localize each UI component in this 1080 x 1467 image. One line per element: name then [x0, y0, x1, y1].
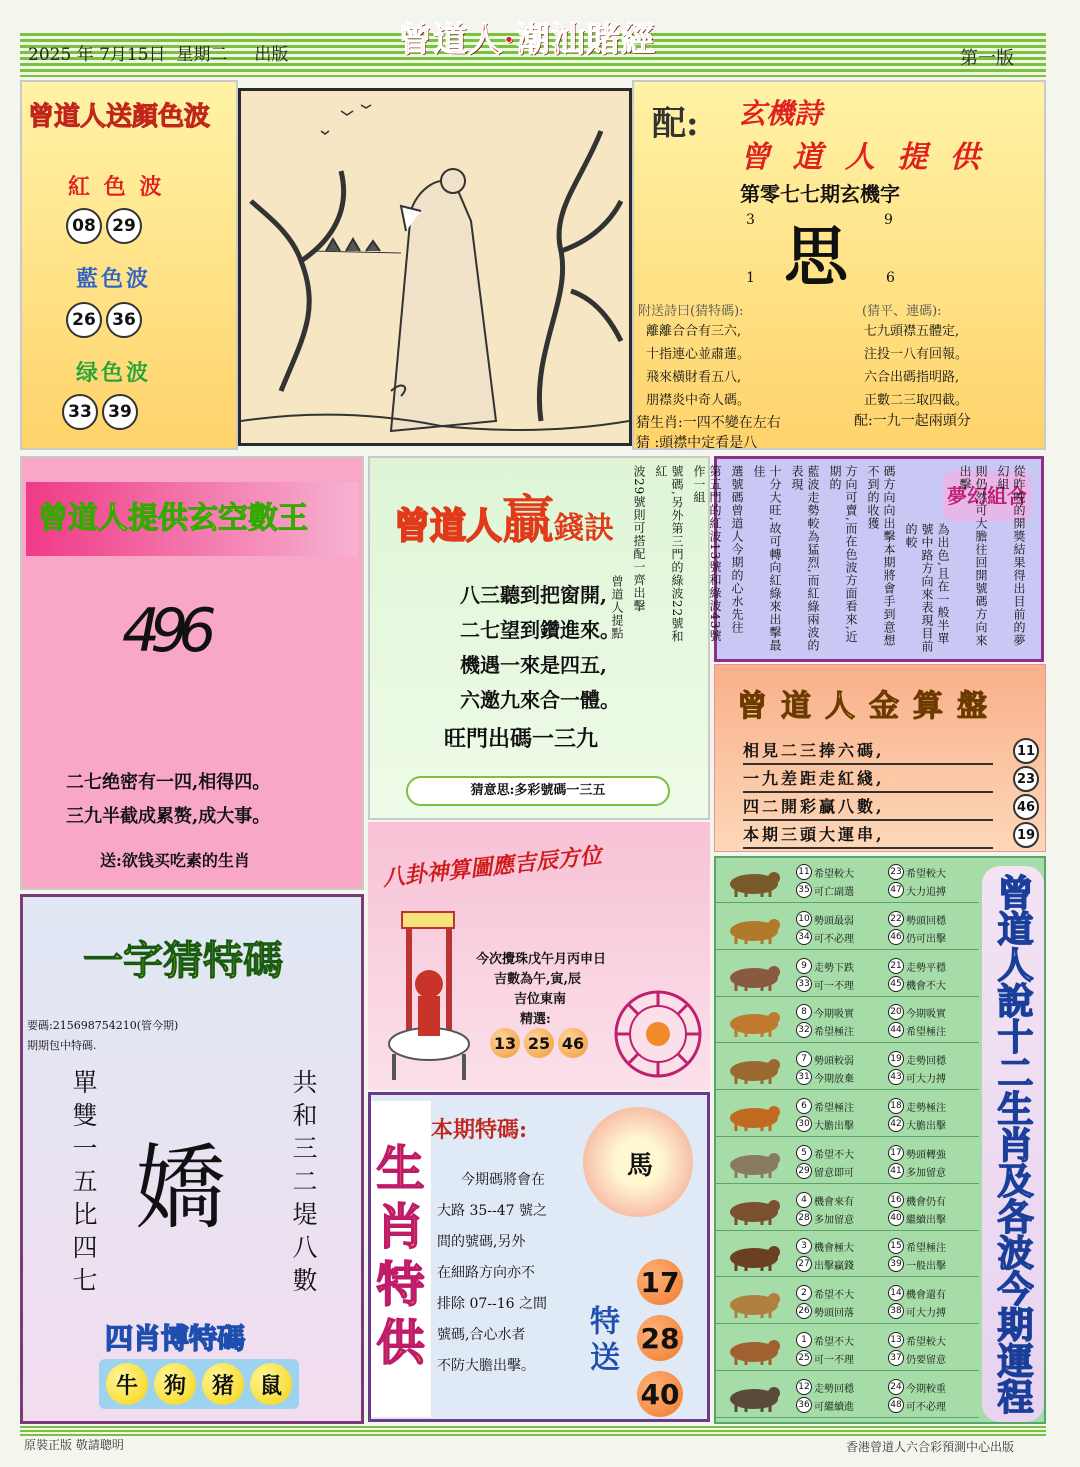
zodiac-animal-icon	[722, 913, 786, 945]
zodiac-fortune: 機會還有	[906, 1290, 946, 1302]
dream-col: 藍波走勢較為猛烈,而紅綠兩波的表現	[790, 465, 820, 652]
zodiac-number: 30	[796, 1116, 812, 1132]
win-title-b: 贏	[502, 490, 555, 551]
zodiac-row	[716, 1047, 979, 1090]
zodiac-fortune: 走勢下跌	[814, 962, 854, 974]
one-char-phone: 要碼:215698754210(管今期)	[27, 1019, 179, 1032]
zodiac-fortune: 機會來有	[814, 1196, 854, 1208]
twelve-zodiac-side: 曾道人說十二生肖及各波今期運程	[982, 866, 1044, 1422]
zodiac-fortune: 希望極注	[814, 1027, 854, 1039]
green-wave-numbers	[62, 394, 142, 430]
zodiac-fortune: 繼續出擊	[906, 1214, 946, 1226]
special-line: 排除 07--16 之間	[437, 1296, 547, 1312]
poem-right-line: 正數二三取四截。	[864, 393, 969, 408]
xuan-kong-line-1: 二七绝密有一四,相得四。	[66, 772, 271, 793]
zodiac-fortune: 可大力搏	[906, 1308, 946, 1320]
zodiac-fortune: 今期吸實	[814, 1009, 854, 1021]
four-zodiac-list	[99, 1359, 299, 1409]
zodiac-number: 2	[796, 1285, 812, 1301]
win-line: 八三聽到把窗開,	[460, 583, 607, 607]
zodiac-row	[716, 1000, 979, 1043]
xuan-kong-panel	[20, 456, 364, 890]
zodiac-number: 38	[888, 1303, 904, 1319]
zodiac-fortune: 機會不大	[906, 980, 946, 992]
one-char-left-column: 單雙一五比四七	[69, 1069, 98, 1300]
dream-col: 第五門的紅波13號和綠波43號作一組	[692, 465, 722, 643]
zodiac-pig: 猪	[202, 1363, 244, 1405]
poem-right-line: 注投一八有回報。	[864, 347, 969, 362]
zodiac-number: 22	[888, 911, 904, 927]
special-line: 大路 35--47 號之	[437, 1203, 547, 1219]
dream-col: 為出色,且在一般半單號中路方向來表現目前的較	[904, 523, 950, 653]
special-send: 特送	[584, 1305, 619, 1377]
footer-right: 香港曾道人六合彩預測中心出版	[846, 1440, 1015, 1454]
zodiac-fortune: 仍可出擊	[906, 933, 946, 945]
zodiac-fortune: 可大力搏	[906, 1074, 946, 1086]
win-guess-box: 猜意思:多彩號碼一三五	[406, 776, 670, 806]
bagua-ball: 13	[490, 1028, 520, 1058]
zodiac-number: 42	[888, 1116, 904, 1132]
zodiac-fortune: 走勢回穩	[906, 1056, 946, 1068]
zodiac-number: 7	[796, 1051, 812, 1067]
zodiac-number: 11	[796, 864, 812, 880]
special-numbers	[637, 1259, 683, 1417]
zodiac-number: 29	[796, 1163, 812, 1179]
dream-col: 則仍然可大膽往回開號碼方向來出擊	[958, 465, 988, 647]
xuan-kong-title: 曾道人提供玄空數王	[26, 482, 358, 556]
special-line: 在細路方向亦不	[437, 1265, 535, 1281]
zodiac-number: 10	[796, 911, 812, 927]
zodiac-number: 13	[888, 1332, 904, 1348]
zodiac-number: 3	[796, 1238, 812, 1254]
zodiac-fortune: 今期放棄	[814, 1074, 854, 1086]
poem-left-line: 飛來橫財看五八,	[646, 370, 742, 385]
blue-ball-2: 36	[106, 302, 142, 338]
horse-char: 馬	[627, 1151, 654, 1181]
zodiac-fortune: 可一不理	[814, 980, 854, 992]
golden-abacus-panel	[714, 664, 1046, 852]
zodiac-fortune: 走勢平穩	[906, 962, 946, 974]
zodiac-number: 15	[888, 1238, 904, 1254]
corner-num-bl: 1	[746, 270, 755, 286]
scholar-illustration	[238, 88, 632, 446]
abacus-text: 四二開彩贏八數,	[743, 793, 993, 821]
dream-combo-panel	[610, 456, 1044, 662]
dream-col: 波29號則可搭配一齊出擊	[632, 465, 646, 613]
zodiac-number: 14	[888, 1285, 904, 1301]
zodiac-fortune: 可不必理	[906, 1401, 946, 1413]
zodiac-animal-icon	[722, 1194, 786, 1226]
win-title-c: 錢訣	[554, 511, 615, 546]
abacus-line-4	[743, 821, 1039, 849]
handwritten-number: 496	[122, 596, 207, 666]
bagua-pick: 精選:	[520, 1012, 551, 1027]
xuan-kong-send: 送:欲钱买吃素的生肖	[100, 851, 250, 870]
issue-label: 第零七七期玄機字	[740, 182, 900, 206]
win-title-a: 曾道人	[394, 505, 503, 547]
zodiac-fortune: 今期較重	[906, 1383, 946, 1395]
zodiac-number: 5	[796, 1145, 812, 1161]
dream-combo-text	[609, 465, 1027, 655]
zodiac-rows	[716, 860, 980, 1422]
special-line: 號碼,合心水者	[437, 1327, 526, 1343]
zodiac-number: 12	[796, 1379, 812, 1395]
zodiac-number: 46	[888, 929, 904, 945]
zodiac-number: 34	[796, 929, 812, 945]
poem-right-lines	[864, 320, 968, 412]
zodiac-number: 16	[888, 1192, 904, 1208]
one-char-title: 一字猜特碼	[83, 937, 283, 984]
zodiac-fortune: 希望較大	[906, 869, 946, 880]
zodiac-number: 18	[888, 1098, 904, 1114]
zodiac-number: 6	[796, 1098, 812, 1114]
zodiac-dog: 狗	[154, 1363, 196, 1405]
zodiac-animal-icon	[722, 1240, 786, 1272]
zodiac-number: 36	[796, 1397, 812, 1413]
zodiac-number: 21	[888, 958, 904, 974]
bagua-line-3: 吉位東南	[514, 992, 567, 1007]
zodiac-fortune: 希望極注	[814, 1103, 854, 1114]
zodiac-animal-icon	[722, 1100, 786, 1132]
zodiac-number: 35	[796, 882, 812, 898]
zodiac-fortune: 可一不理	[814, 1355, 854, 1366]
bagua-line-1: 今次攪珠戊午月丙申日	[476, 952, 607, 967]
dream-col: 十分大旺,故可轉向紅綠來出擊最佳	[752, 465, 782, 652]
red-ball-1: 08	[66, 208, 102, 244]
win-formula-lines	[460, 578, 620, 718]
zodiac-animal-icon	[722, 1334, 786, 1366]
red-wave-label: 紅 色 波	[68, 174, 165, 200]
zodiac-fortune: 勢頭回穩	[906, 915, 946, 927]
zodiac-number: 26	[796, 1303, 812, 1319]
dream-combo-badge: 夢幻組合	[943, 471, 1031, 521]
zodiac-number: 37	[888, 1350, 904, 1366]
zodiac-special-text	[437, 1165, 547, 1382]
zodiac-fortune: 希望不大	[814, 1290, 854, 1302]
bagua-ball: 25	[524, 1028, 554, 1058]
blue-ball-1: 26	[66, 302, 102, 338]
dream-col: 選號碼曾道人今期的心水先往	[730, 465, 744, 634]
zodiac-animal-icon	[722, 1287, 786, 1319]
green-ball-2: 39	[102, 394, 138, 430]
blue-wave-label: 藍色波	[76, 266, 152, 292]
win-door-line: 旺門出碼一三九	[444, 726, 599, 752]
win-line: 六邀九來合一體。	[460, 688, 620, 712]
win-line: 二七望到鑽進來。	[460, 618, 620, 642]
special-line: 今期碼將會在	[461, 1172, 545, 1188]
zodiac-row	[716, 954, 979, 997]
zodiac-fortune: 希望較大	[906, 1337, 946, 1348]
abacus-text: 一九差距走紅綫,	[743, 765, 993, 793]
zodiac-fortune: 希望不大	[814, 1149, 854, 1161]
zodiac-fortune: 大膽出擊	[814, 1121, 854, 1132]
bagua-ball: 46	[558, 1028, 588, 1058]
zodiac-number: 1	[796, 1332, 812, 1348]
golden-abacus-title: 曾道人金算盤	[737, 689, 1001, 724]
special-line: 不防大膽出擊。	[437, 1358, 535, 1374]
zodiac-special-side: 生肖特供	[371, 1101, 431, 1417]
zodiac-row	[716, 1094, 979, 1137]
zodiac-fortune: 希望極注	[906, 1027, 946, 1039]
zodiac-row	[716, 1234, 979, 1277]
zodiac-number: 45	[888, 976, 904, 992]
zodiac-fortune: 希望極注	[906, 1243, 946, 1255]
zodiac-fortune: 可繼續進	[814, 1401, 854, 1413]
zodiac-fortune: 勢頭較弱	[814, 1056, 854, 1068]
zodiac-number: 28	[796, 1210, 812, 1226]
zodiac-fortune: 勢頭轉強	[906, 1149, 946, 1161]
abacus-line-3	[743, 793, 1039, 821]
abacus-line-2	[743, 765, 1039, 793]
footer-left: 原裝正版 敬請聰明	[24, 1438, 124, 1452]
zodiac-row	[716, 860, 979, 903]
zodiac-number: 31	[796, 1069, 812, 1085]
abacus-num: 23	[1013, 766, 1039, 792]
zodiac-number: 8	[796, 1004, 812, 1020]
win-formula-title	[394, 478, 614, 553]
zodiac-animal-icon	[722, 1147, 786, 1179]
zodiac-number: 23	[888, 864, 904, 880]
xuan-kong-line-2: 三九半截成累赘,成大事。	[66, 806, 271, 827]
one-char-panel	[20, 894, 364, 1424]
zodiac-fortune: 出擊贏錢	[814, 1261, 854, 1273]
green-wave-label: 绿色波	[76, 360, 152, 386]
zodiac-row	[716, 907, 979, 950]
dream-col: 從昨晚的開獎結果得出目前的夢幻組	[996, 465, 1026, 647]
zodiac-number: 41	[888, 1163, 904, 1179]
four-zodiac-title: 四肖博特碼	[105, 1322, 246, 1355]
zodiac-number: 9	[796, 958, 812, 974]
pei-line: 配:一九一起兩頭分	[854, 413, 971, 429]
zodiac-animal-icon	[722, 866, 786, 898]
zodiac-fortune: 勢頭回落	[814, 1308, 854, 1320]
zodiac-fortune: 大力追搏	[906, 887, 946, 898]
poem-right-line: 六合出碼指明路,	[864, 370, 960, 385]
scholar-drawing	[241, 91, 629, 443]
edition-label: 第一版	[960, 48, 1014, 69]
zodiac-fortune: 多加留意	[814, 1214, 854, 1226]
bagua-line-2: 吉數為午,寅,辰	[494, 972, 582, 987]
special-ball: 17	[637, 1259, 683, 1305]
zodiac-row	[716, 1188, 979, 1231]
zodiac-fortune: 多加留意	[906, 1167, 946, 1179]
zodiac-fortune: 機會仍有	[906, 1196, 946, 1208]
poem-left-caption: 附送詩曰(猜特碼):	[638, 304, 744, 319]
special-ball: 40	[637, 1371, 683, 1417]
mystic-poem-title: 玄機詩	[738, 97, 823, 130]
zodiac-fortune: 仍要留意	[906, 1355, 946, 1366]
zodiac-number: 4	[796, 1192, 812, 1208]
bagua-title: 八卦神算圖應吉辰方位	[381, 842, 603, 892]
bagua-wheel-icon	[612, 988, 704, 1080]
zodiac-ox: 牛	[106, 1363, 148, 1405]
blue-wave-numbers	[66, 302, 146, 338]
abacus-num: 19	[1013, 822, 1039, 848]
zodiac-number: 24	[888, 1379, 904, 1395]
zodiac-animal-icon	[722, 1053, 786, 1085]
zodiac-number: 19	[888, 1051, 904, 1067]
zodiac-special-panel	[368, 1092, 710, 1422]
one-char-sub: 期期包中特碼.	[27, 1039, 97, 1052]
poem-left-line: 十指連心並肅蓮。	[646, 347, 751, 362]
abacus-line-1	[743, 737, 1039, 765]
zodiac-number: 33	[796, 976, 812, 992]
green-ball-1: 33	[62, 394, 98, 430]
red-wave-numbers	[66, 208, 146, 244]
zodiac-fortune: 一般出擊	[906, 1261, 946, 1273]
zodiac-number: 17	[888, 1145, 904, 1161]
zodiac-fortune: 勢頭最弱	[814, 915, 854, 927]
poem-right-line: 七九頭襟五體定,	[864, 324, 960, 339]
corner-num-tl: 3	[746, 212, 755, 228]
zodiac-row	[716, 1141, 979, 1184]
one-char-right-column: 共和三二堤八數	[289, 1069, 318, 1300]
zodiac-fortune: 留意即可	[814, 1167, 854, 1179]
zodiac-fortune: 走勢極注	[906, 1103, 946, 1114]
zodiac-row	[716, 1328, 979, 1371]
mystic-big-char: 思	[784, 220, 848, 295]
abacus-text: 本期三頭大運串,	[743, 821, 993, 849]
zodiac-fortune: 今期吸實	[906, 1009, 946, 1021]
zodiac-row	[716, 1281, 979, 1324]
guess-zodiac-line: 猜生肖:一四不變在左右	[636, 415, 781, 431]
twelve-zodiac-panel	[714, 856, 1046, 1424]
zodiac-rat: 鼠	[250, 1363, 292, 1405]
zodiac-fortune: 走勢回穩	[814, 1383, 854, 1395]
zodiac-fortune: 希望不大	[814, 1337, 854, 1348]
win-line: 機遇一來是四五,	[460, 653, 607, 677]
abacus-num: 11	[1013, 738, 1039, 764]
abacus-num: 46	[1013, 794, 1039, 820]
color-wave-panel	[20, 80, 238, 450]
zodiac-number: 48	[888, 1397, 904, 1413]
dream-signature: 曾道人提點	[610, 575, 624, 640]
zodiac-number: 20	[888, 1004, 904, 1020]
abacus-row	[743, 737, 1039, 849]
dream-col: 方向可賣,而在色波方面看來,近期的	[828, 465, 858, 644]
red-ball-2: 29	[106, 208, 142, 244]
issue-date: 2025 年 7月15日 星期二 出版	[28, 45, 289, 65]
zodiac-fortune: 機會極大	[814, 1243, 854, 1255]
dream-col: 號碼,另外第三門的綠波22號和紅	[654, 465, 684, 644]
guess-head-line: 猜 :頭襟中定看是八	[636, 435, 758, 451]
zodiac-number: 32	[796, 1022, 812, 1038]
zodiac-number: 47	[888, 882, 904, 898]
warrior-illustration	[374, 904, 484, 1084]
one-char-big: 嬌	[135, 1135, 228, 1242]
zodiac-special-title: 本期特碼:	[431, 1117, 528, 1143]
zodiac-number: 43	[888, 1069, 904, 1085]
poem-left-line: 朋襟炎中奇人碼。	[646, 393, 751, 408]
zodiac-number: 27	[796, 1256, 812, 1272]
poem-right-caption: (猜平、連碼):	[862, 304, 942, 319]
pei-label: 配:	[652, 104, 699, 144]
poem-left-line: 離離合合有三六,	[646, 324, 742, 339]
mystic-poem-panel	[632, 80, 1046, 450]
provider-line: 曾 道 人 提 供	[740, 140, 986, 175]
bagua-panel	[368, 822, 710, 1090]
color-wave-title: 曾道人送顏色波	[28, 102, 211, 132]
zodiac-fortune: 大膽出擊	[906, 1121, 946, 1132]
bagua-numbers	[488, 1028, 590, 1058]
special-line: 間的號碼,另外	[437, 1234, 526, 1250]
corner-num-tr: 9	[884, 212, 893, 228]
zodiac-number: 44	[888, 1022, 904, 1038]
zodiac-animal-icon	[722, 1381, 786, 1413]
zodiac-fortune: 可不必理	[814, 933, 854, 945]
zodiac-fortune: 希望較大	[814, 869, 854, 880]
zodiac-number: 25	[796, 1350, 812, 1366]
dream-col: 碼方向向出擊本期將會手到意想不到的收獲	[866, 465, 896, 647]
zodiac-animal-icon	[722, 1006, 786, 1038]
zodiac-fortune: 可亡副選	[814, 887, 854, 898]
special-ball: 28	[637, 1315, 683, 1361]
zodiac-animal-icon	[722, 960, 786, 992]
zodiac-row	[716, 1375, 979, 1418]
masthead-title: 曾道人·潮汕賭經	[398, 20, 656, 60]
footer-stripe	[20, 1426, 1046, 1436]
abacus-text: 相見二三捧六碼,	[743, 737, 993, 765]
poem-left-lines	[646, 320, 750, 412]
zodiac-number: 39	[888, 1256, 904, 1272]
zodiac-number: 40	[888, 1210, 904, 1226]
corner-num-br: 6	[886, 270, 895, 286]
